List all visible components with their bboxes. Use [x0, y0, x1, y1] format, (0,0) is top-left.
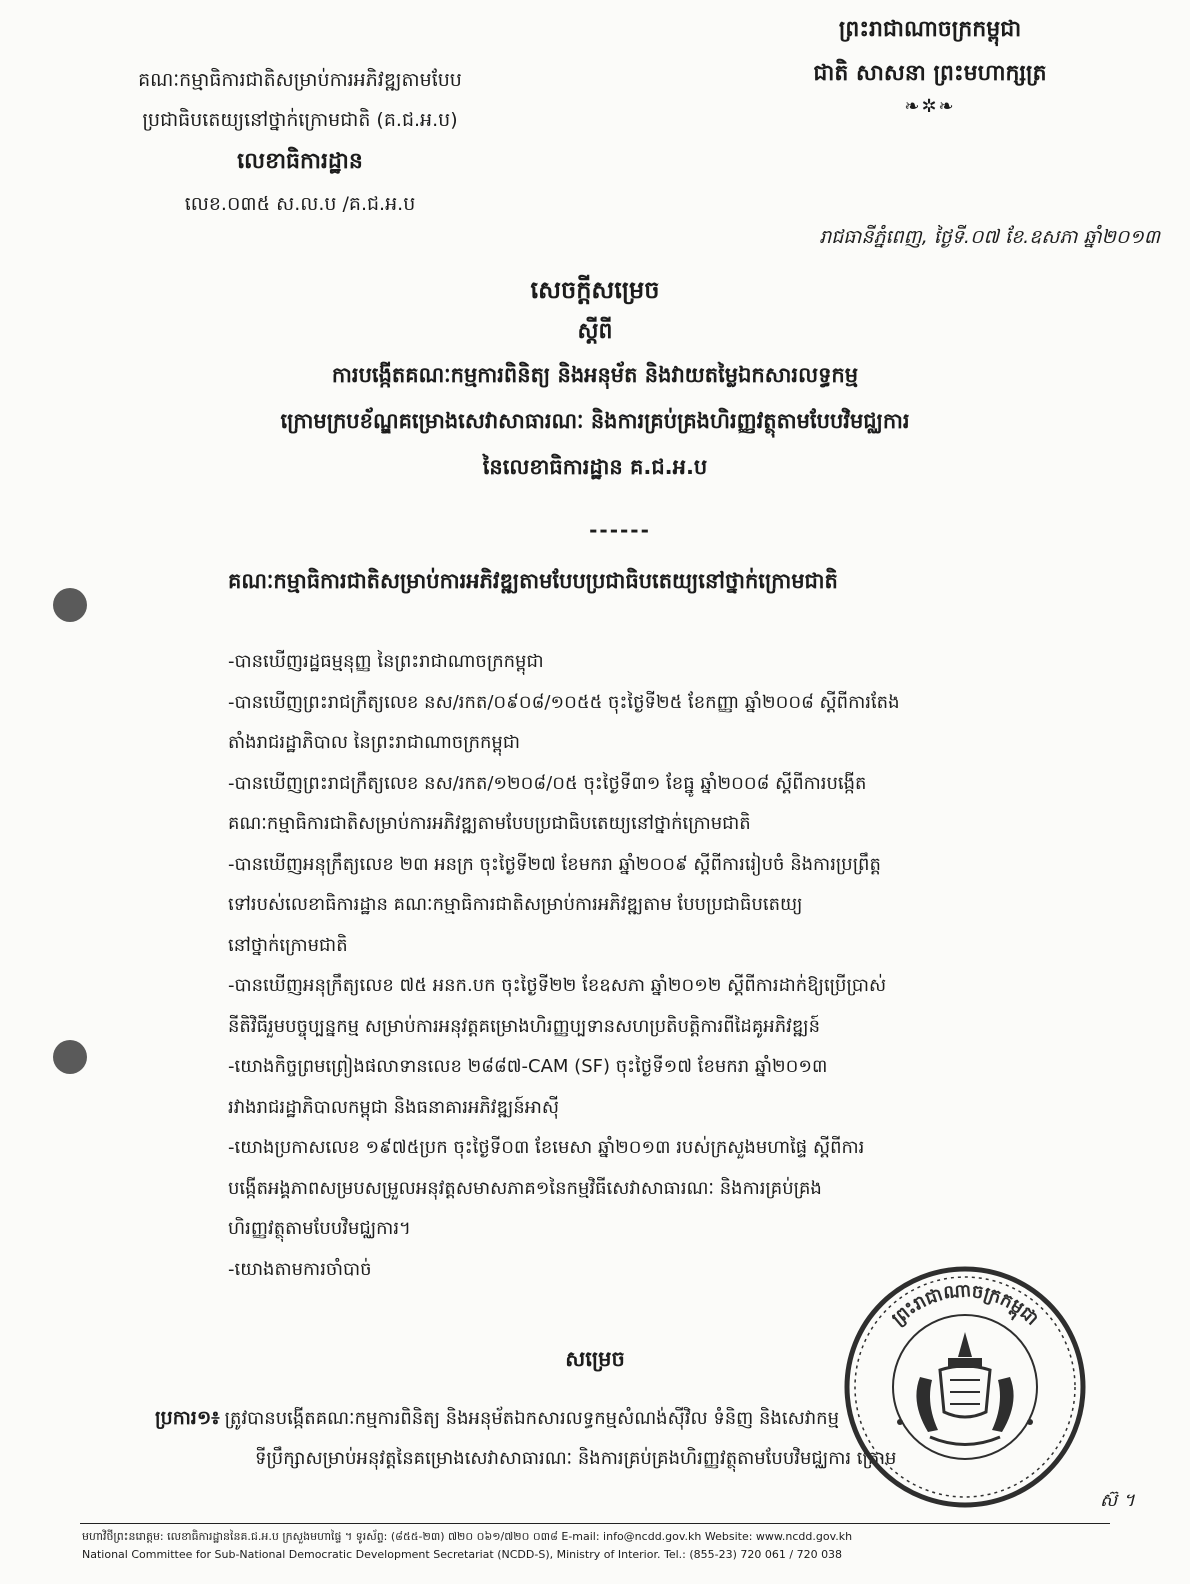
document-subtitle: ស្តីពី: [577, 319, 613, 344]
preamble-line: -បានឃើញរដ្ឋធម្មនុញ្ញ នៃព្រះរាជាណាចក្រកម្ពុជា: [228, 651, 544, 672]
footer-divider: [80, 1523, 1110, 1524]
preamble-line: នៅថ្នាក់ក្រោមជាតិ: [228, 934, 348, 956]
kingdom-header: [760, 8, 1100, 117]
footer-contact-kh: មហាវិថីព្រះនរោត្តម: លេខាធិការដ្ឋាននៃគ.ជ.អ.ប ក្រសួងមហាផ្ទៃ ។ ទូរស័ព្ទ: (៨៥៥-២៣) ៧២០ ០៦១/៧២០ ០៣៨ E-mail: info@ncdd.gov.kh Website: www.ncdd.gov.kh: [82, 1530, 853, 1543]
title-line: នៃលេខាធិការដ្ឋាន គ.ជ.អ.ប: [482, 455, 708, 479]
decision-title-block: [140, 268, 1050, 490]
seal-icon: [840, 1262, 1090, 1512]
kingdom-name: ព្រះរាជាណាចក្រកម្ពុជា: [838, 17, 1022, 42]
secretariat-label: លេខាធិការដ្ឋាន: [237, 149, 363, 174]
preamble-line: -បានឃើញអនុក្រឹត្យលេខ ២៣ អនក្រ ចុះថ្ងៃទី២៧ ខែមករា ឆ្នាំ២០០៩ ស្តីពីការរៀបចំ និងការប្រព្រឹត្ត: [228, 853, 881, 875]
issuer-block: [60, 60, 540, 224]
preamble-line: នីតិវិធីរួមបច្ចុប្បន្នកម្ម សម្រាប់ការអនុវត្តគម្រោងហិរញ្ញប្បទានសហប្រតិបត្តិការពីដៃគូអភិវឌ្ឍន៍: [228, 1015, 821, 1037]
preamble-line: -បានឃើញព្រះរាជក្រឹត្យលេខ នស/រកត/១២០៨/០៥ ចុះថ្ងៃទី៣១ ខែធ្នូ ឆ្នាំ២០០៨ ស្តីពីការបង្កើត: [228, 772, 867, 794]
svg-text:ព្រះរាជាណាចក្រកម្ពុជា: [888, 1280, 1043, 1329]
preamble-line: -យោងកិច្ចព្រមព្រៀងផលាទានលេខ ២៨៨៧-CAM (SF) ចុះថ្ងៃទី១៧ ខែមករា ឆ្នាំ២០១៣: [228, 1056, 828, 1077]
preamble-line: -បានឃើញអនុក្រឹត្យលេខ ៧៥ អនក.បក ចុះថ្ងៃទី២២ ខែឧសភា ឆ្នាំ២០១២ ស្តីពីការដាក់ឱ្យប្រើប្រាស់: [228, 975, 887, 996]
article-text-line2: ទីប្រឹក្សាសម្រាប់អនុវត្តនៃគម្រោងសេវាសាធារណៈ និងការគ្រប់គ្រងហិរញ្ញវត្ថុតាមបែបវិមជ្ឈការ ក្រោម: [255, 1448, 897, 1469]
issuer-name-line2: ប្រជាធិបតេយ្យនៅថ្នាក់ក្រោមជាតិ (គ.ជ.អ.ប): [142, 109, 458, 131]
date-line: រាជធានីភ្នំពេញ, ថ្ងៃទី.០៧ ខែ.ឧសភា ឆ្នាំ២០១៣: [819, 226, 1160, 248]
decision-heading: សម្រេច: [565, 1347, 625, 1371]
punch-hole: [53, 1040, 87, 1074]
preamble-line: តាំងរាជរដ្ឋាភិបាល នៃព្រះរាជាណាចក្រកម្ពុជា: [228, 732, 520, 753]
separator-dashes: ------: [589, 518, 651, 542]
preamble-line: -យោងតាមការចាំបាច់: [228, 1258, 372, 1280]
committee-heading: គណៈកម្មាធិការជាតិសម្រាប់ការអភិវឌ្ឍតាមបែបប្រជាធិបតេយ្យនៅថ្នាក់ក្រោមជាតិ: [228, 569, 838, 593]
article-text-line1: ត្រូវបានបង្កើតគណៈកម្មការពិនិត្យ និងអនុម័តឯកសារលទ្ធកម្មសំណង់ស៊ីវិល ទំនិញ និងសេវាកម្ម: [224, 1408, 840, 1429]
seal-text: ព្រះរាជាណាចក្រកម្ពុជា: [887, 1280, 1043, 1330]
title-line: ការបង្កើតគណៈកម្មការពិនិត្យ និងអនុម័ត និងវាយតម្លៃឯកសារលទ្ធកម្ម: [331, 363, 859, 387]
footer: [82, 1528, 1112, 1564]
issuer-name-line1: គណៈកម្មាធិការជាតិសម្រាប់ការអភិវឌ្ឍតាមបែប: [138, 69, 462, 91]
preamble-line: -បានឃើញព្រះរាជក្រឹត្យលេខ នស/រកត/០៩០៨/១០៥៥ ចុះថ្ងៃទី២៥ ខែកញ្ញា ឆ្នាំ២០០៨ ស្តីពីការតែង: [228, 691, 900, 713]
punch-hole: [53, 588, 87, 622]
ornament-icon: ❧✲❧: [904, 96, 956, 117]
signature-initials: ស៊ ។: [1100, 1490, 1135, 1511]
official-seal: [840, 1262, 1090, 1512]
preamble-list: [228, 642, 1108, 1290]
article-label: ប្រការ១៖: [155, 1407, 220, 1429]
preamble-line: រវាងរាជរដ្ឋាភិបាលកម្ពុជា និងធនាគារអភិវឌ្ឍន៍អាស៊ី: [228, 1096, 560, 1118]
preamble-line: បង្កើតអង្គភាពសម្របសម្រួលអនុវត្តសមាសភាគ១នៃកម្មវិធីសេវាសាធារណៈ និងការគ្រប់គ្រង: [228, 1177, 822, 1199]
title-line: ក្រោមក្របខ័ណ្ឌគម្រោងសេវាសាធារណៈ និងការគ្រប់គ្រងហិរញ្ញវត្ថុតាមបែបវិមជ្ឈការ: [280, 409, 910, 433]
national-motto: ជាតិ សាសនា ព្រះមហាក្សត្រ: [813, 61, 1047, 86]
preamble-line: ទៅរបស់លេខាធិការដ្ឋាន គណៈកម្មាធិការជាតិសម្រាប់ការអភិវឌ្ឍតាម បែបប្រជាធិបតេយ្យ: [228, 894, 803, 915]
preamble-line: គណៈកម្មាធិការជាតិសម្រាប់ការអភិវឌ្ឍតាមបែបប្រជាធិបតេយ្យនៅថ្នាក់ក្រោមជាតិ: [228, 813, 751, 834]
document-title: សេចក្តីសម្រេច: [530, 276, 660, 304]
footer-contact-en: National Committee for Sub-National Democratic Development Secretariat (NCDD-S), Ministry of Interior. Tel.: (855-23) 720 061 / 720 038: [82, 1548, 843, 1561]
preamble-line: -យោងប្រកាសលេខ ១៩៧៥ប្រក ចុះថ្ងៃទី០៣ ខែមេសា ឆ្នាំ២០១៣ របស់ក្រសួងមហាផ្ទៃ ស្តីពីការ: [228, 1137, 865, 1158]
preamble-line: ហិរញ្ញវត្ថុតាមបែបវិមជ្ឈការ។: [228, 1218, 411, 1239]
reference-number: លេខ.០៣៥ ស.ល.ប /គ.ជ.អ.ប: [184, 193, 416, 215]
